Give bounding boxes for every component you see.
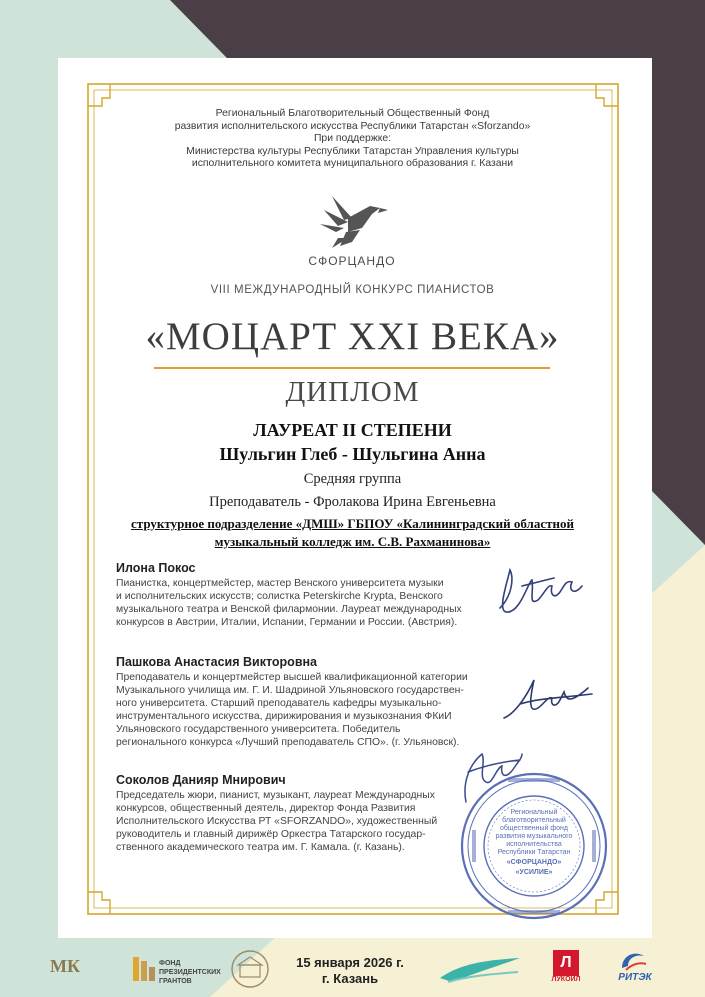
organization-name: [100, 515, 605, 551]
stamp-line: «СФОРЦАНДО»: [506, 859, 562, 866]
date-text: 15 января 2026 г.: [296, 955, 404, 970]
header-line: исполнительного комитета муниципального образования г. Казани: [191, 158, 514, 170]
jury-description: [116, 789, 437, 854]
header-line: При поддержке:: [313, 133, 392, 145]
teacher-name: Преподаватель - Фролакова Ирина Евгеньевна: [209, 494, 496, 510]
jury-line: ного университета. Старший преподаватель кафедры музыкально-: [116, 698, 442, 710]
jury-line: Ульяновского государственного университета. Победитель: [116, 724, 401, 736]
lukoil-icon: Л: [553, 950, 579, 976]
header-line: Региональный Благотворительный Общественный Фонд: [215, 108, 490, 119]
fpg-text: ФОНД ПРЕЗИДЕНТСКИХ ГРАНТОВ: [159, 960, 221, 985]
header-line: Министерства культуры Республики Татарстан Управления культуры: [186, 145, 519, 157]
laureate-degree: ЛАУРЕАТ II СТЕПЕНИ: [253, 420, 452, 440]
ritek-swirl-icon: [618, 950, 648, 972]
participant-names: Шульгин Глеб - Шульгина Анна: [219, 444, 486, 464]
issue-date: [270, 955, 430, 987]
organization-line: структурное подразделение «ДМШ» ГБПОУ «Калининградский областной: [131, 516, 574, 531]
mk-logo-text: МК: [50, 956, 81, 976]
city-text: г. Казань: [321, 971, 379, 986]
signature-sokolov: [456, 742, 526, 812]
jury-line: Пианистка, концертмейстер, мастер Венского университета музыки: [116, 578, 444, 589]
jury-name: Соколов Данияр Мнирович: [116, 773, 286, 787]
jury-member: [116, 655, 468, 750]
jury-description: [116, 671, 468, 750]
jury-line: конкурсов, общественный деятель, директор Фонда Развития: [116, 803, 416, 815]
jury-line: Музыкального училища им. Г. И. Шадриной Ульяновского государствен-: [116, 685, 464, 697]
header-line: развития исполнительского искусства Республики Татарстан «Sforzando»: [174, 120, 531, 132]
age-group: Средняя группа: [303, 471, 402, 487]
lukoil-text: ЛУКОЙЛ: [551, 976, 581, 983]
stamp-line: исполнительства: [506, 841, 562, 848]
stamp-line: развития музыкального: [495, 833, 573, 840]
bird-origami-icon: [318, 188, 390, 252]
jury-line: Исполнительского Искусства РТ «SFORZANDO», художественный: [116, 816, 438, 828]
organizer-header: [100, 108, 605, 171]
stamp-line: благотворительный: [502, 817, 566, 824]
jury-line: ственного академического театра им. Г. Камала. (г. Казань).: [116, 842, 405, 854]
jury-line: руководитель и главный дирижёр Оркестра Татарского государ-: [116, 829, 426, 841]
jury-line: регионального конкурса «Лучший преподаватель СПО». (г. Ульяновск).: [116, 737, 460, 749]
stamp-line: «УСИЛИЕ»: [515, 869, 553, 876]
jury-name: Пашкова Анастасия Викторовна: [116, 655, 318, 669]
jury-line: инструментального искусства, дирижирования и музыкознания ФКиИ: [116, 711, 452, 723]
jury-name: Илона Покос: [116, 561, 196, 575]
grant-foundation-icon: [133, 957, 155, 981]
jury-line: и исполнительских искусств; солистка Peterskirche Krypta, Венского: [116, 591, 443, 603]
stamp-line: Региональный: [510, 809, 558, 816]
ritek-text: РИТЭК: [618, 972, 652, 983]
foundation-logo-text: СФОРЦАНДО: [308, 254, 396, 268]
title-divider: [154, 367, 550, 369]
signature-pokos: [492, 556, 588, 622]
theater-logo-icon: [438, 954, 522, 984]
ritek-logo: [612, 950, 662, 990]
lukoil-logo: [548, 950, 584, 988]
jury-line: конкурсов в Австрии, Италии, Испании, Германии и России. (Австрия).: [116, 617, 458, 629]
jury-description: [116, 577, 462, 629]
presidential-grants-logo: [133, 955, 228, 985]
signature-pashkova: [500, 668, 596, 728]
conservatory-emblem-icon: [228, 949, 272, 989]
ministry-culture-logo: [50, 956, 110, 982]
contest-subtitle: VIII МЕЖДУНАРОДНЫЙ КОНКУРС ПИАНИСТОВ: [210, 284, 495, 296]
contest-title: «МОЦАРТ XXI ВЕКА»: [145, 315, 560, 358]
jury-member: [116, 773, 437, 854]
jury-member: [116, 561, 462, 629]
jury-line: музыкального театра и Венской филармонии. Лауреат международных: [116, 604, 462, 616]
jury-line: Председатель жюри, пианист, музыкант, лауреат Международных: [116, 790, 435, 801]
diploma-title: ДИПЛОМ: [285, 376, 420, 408]
stamp-line: общественный фонд: [500, 825, 568, 832]
stamp-line: Республики Татарстан: [497, 849, 571, 856]
jury-line: Преподаватель и концертмейстер высшей квалификационной категории: [116, 672, 468, 683]
organization-line: музыкальный колледж им. С.В. Рахманинова»: [214, 534, 491, 549]
